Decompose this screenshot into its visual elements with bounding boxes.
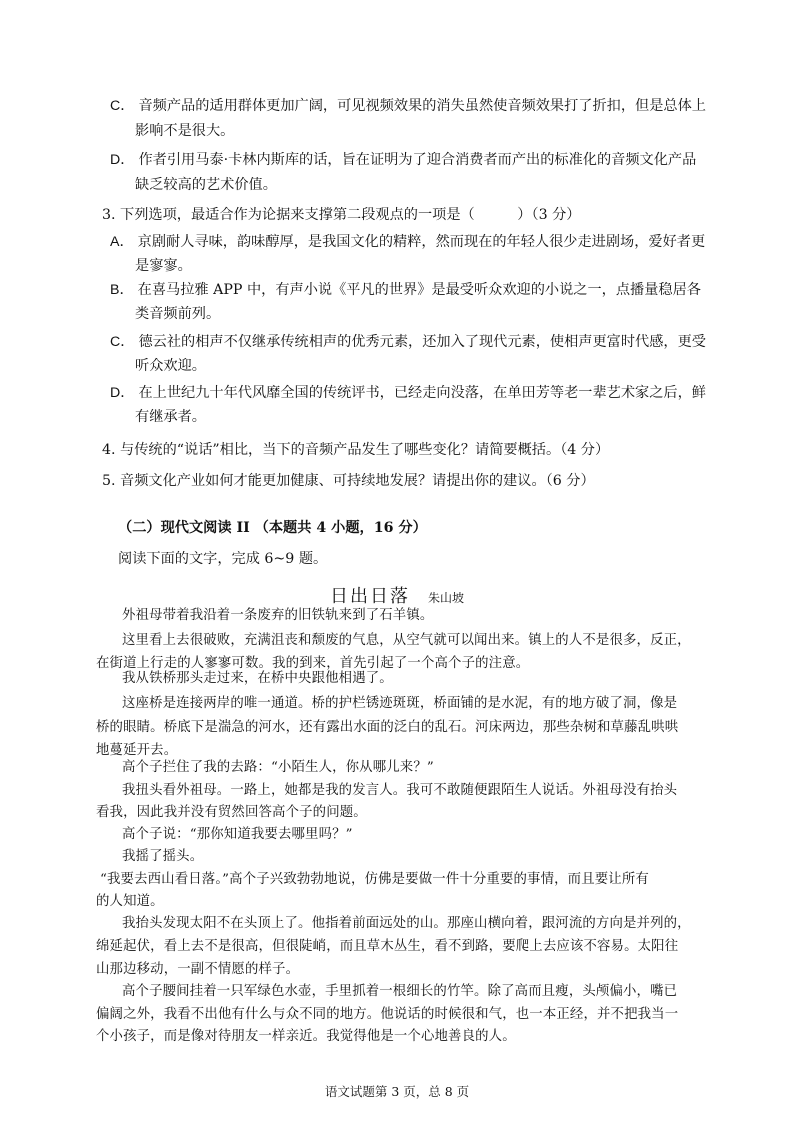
story-line: 这座桥是连接两岸的唯一通道。桥的护栏锈迹斑斑，桥面铺的是水泥，有的地方破了洞，像是 [122,696,678,711]
story-line: 桥的眼睛。桥底下是湍急的河水，还有露出水面的泛白的乱石。河床两边，那些杂树和草藤乱哄哄 [96,720,679,735]
q3-option-a-line1: A． 京剧耐人寻味，韵味醇厚，是我国文化的精粹，然而现在的年轻人很少走进剧场，爱好者更 [110,234,706,250]
story-title-block [0,582,794,608]
q3-option-d-line1: D． 在上世纪九十年代风靡全国的传统评书，已经走向没落，在单田芳等老一辈艺术家之后，鲜 [110,385,706,401]
story-line: 看我，因此我并没有贸然回答高个子的问题。 [96,805,367,820]
q3-option-d-line2: 有继承者。 [135,409,206,425]
story-line: 地蔓延开去。 [96,743,178,758]
story-line: 个小孩子，而是像对待朋友一样亲近。我觉得他是一个心地善良的人。 [96,1029,516,1044]
story-line: 高个子拦住了我的去路：“小陌生人，你从哪儿来？” [122,760,434,775]
q3-option-b-line2: 类音频前列。 [135,306,221,322]
q3-option-b-line1: B． 在喜马拉雅 APP 中，有声小说《平凡的世界》是最受听众欢迎的小说之一，点播量稳居各 [110,282,701,298]
story-line: 在街道上行走的人寥寥可数。我的到来，首先引起了一个高个子的注意。 [96,656,530,671]
story-line: 我从铁桥那头走过来，在桥中央跟他相遇了。 [122,671,393,686]
q2-option-d-line1: D． 作者引用马泰·卡林内斯库的话，旨在证明为了迎合消费者而产出的标准化的音频文化产品 [110,152,697,168]
section-instruction: 阅读下面的文字，完成 6~9 题。 [118,551,328,567]
story-title: 日出日落 [329,586,410,607]
story-line: 这里看上去很破败，充满沮丧和颓废的气息，从空气就可以闻出来。镇上的人不是很多，反正， [122,633,691,648]
story-line: 高个子说：“那你知道我要去哪里吗？” [122,827,353,842]
story-line: 我扭头看外祖母。一路上，她都是我的发言人。我可不敢随便跟陌生人说话。外祖母没有抬头 [122,783,678,798]
q3-option-a-line2: 是寥寥。 [135,258,192,274]
story-line: 外祖母带着我沿着一条废弃的旧铁轨来到了石羊镇。 [122,608,434,623]
q4-stem: 4. 与传统的“说话”相比，当下的音频产品发生了哪些变化？请简要概括。（4 分） [102,442,610,458]
q3-option-c-line1: C． 德云社的相声不仅继承传统相声的优秀元素，还加入了现代元素，使相声更富时代感，更受 [110,334,706,350]
story-line: 山那边移动，一副不情愿的样子。 [96,962,300,977]
story-line: 我抬头发现太阳不在头顶上了。他指着前面远处的山。那座山横向着，跟河流的方向是并列的， [122,916,691,931]
story-line: 偏阔之外，我看不出他有什么与众不同的地方。他说话的时候很和气，也一本正经，并不把我当一 [96,1007,679,1022]
story-author: 朱山坡 [427,591,464,605]
q2-option-c-line1: C． 音频产品的适用群体更加广阔，可见视频效果的消失虽然使音频效果打了折扣，但是总体上 [110,98,706,114]
section-heading: （二）现代文阅读 II （本题共 4 小题，16 分） [118,520,427,536]
q5-stem: 5. 音频文化产业如何才能更加健康、可持续地发展？请提出你的建议。（6 分） [102,473,595,489]
story-line: 高个子腰间挂着一只军绿色水壶，手里抓着一根细长的竹竿。除了高而且瘦，头颅偏小，嘴已 [122,984,678,999]
q2-option-c-line2: 影响不是很大。 [135,123,235,139]
q2-option-d-line2: 缺乏较高的艺术价值。 [135,177,277,193]
q3-stem: 3. 下列选项，最适合作为论据来支撑第二段观点的一项是（ ）（3 分） [102,207,581,223]
story-line: 的人知道。 [96,894,164,909]
q3-option-c-line2: 听众欢迎。 [135,358,206,374]
page-footer: 语文试题第 3 页，总 8 页 [324,1084,470,1099]
story-line: 绵延起伏，看上去不是很高，但很陡峭，而且草木丛生，看不到路，要爬上去应该不容易。太阳往 [96,939,679,954]
story-line: 我摇了摇头。 [122,849,204,864]
story-line: “我要去西山看日落。”高个子兴致勃勃地说，仿佛是要做一件十分重要的事情，而且要让所有 [100,872,649,887]
